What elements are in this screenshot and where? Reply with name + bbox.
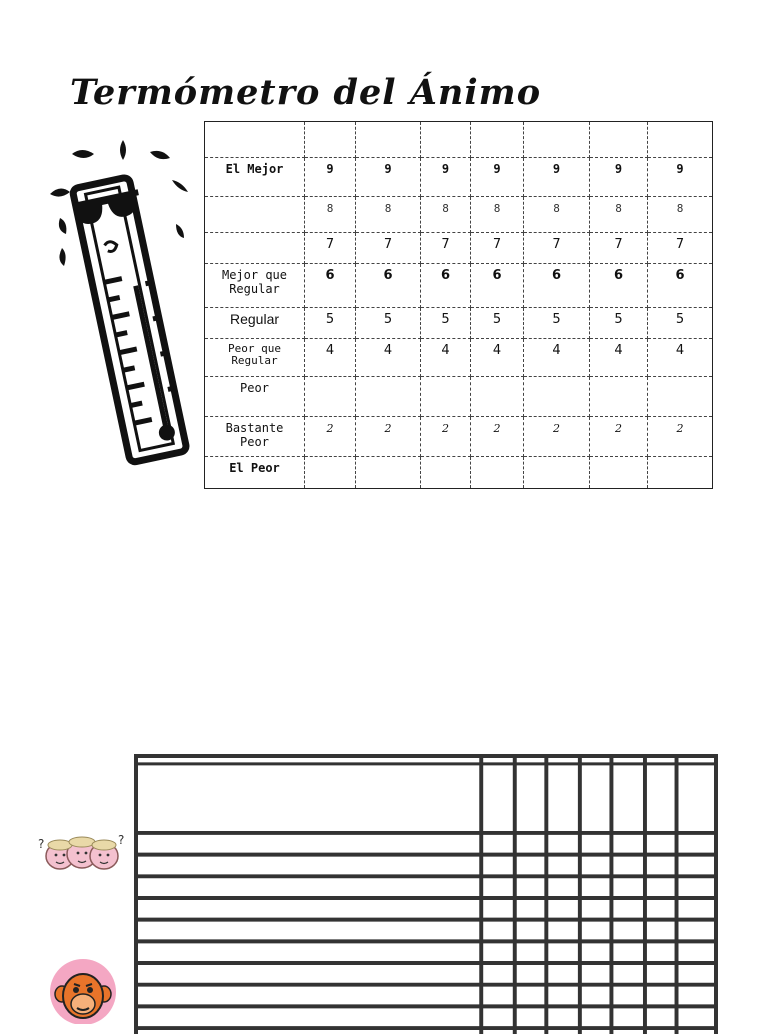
thermometer-sunglasses-icon (48, 136, 198, 466)
mood-row (205, 377, 713, 417)
mood-value-cell (471, 264, 524, 308)
mood-value-cell (305, 457, 356, 489)
mood-value-cell (590, 158, 648, 197)
mood-value-cell (471, 339, 524, 377)
mood-label: Peor que Regular (228, 342, 281, 367)
mood-label-cell (205, 233, 305, 264)
mood-value: 4 (552, 343, 561, 358)
mood-value: 2 (326, 422, 334, 435)
mood-value: 6 (325, 268, 335, 283)
mood-value-cell (305, 264, 356, 308)
mood-value: 5 (614, 312, 623, 327)
mood-table (204, 121, 713, 489)
mood-value-cell (648, 377, 713, 417)
mood-value: 4 (325, 343, 335, 358)
mood-row (205, 339, 713, 377)
mood-value-cell (524, 158, 590, 197)
mood-label: Peor (240, 381, 269, 395)
monkey-face-icon (48, 958, 118, 1024)
mood-value-cell (421, 158, 471, 197)
mood-value: 7 (614, 237, 623, 252)
mood-value-cell (305, 197, 356, 233)
confused-faces-icon (36, 830, 128, 880)
mood-label: Bastante Peor (225, 421, 284, 449)
mood-label-cell (205, 122, 305, 158)
mood-value: 8 (442, 202, 449, 215)
mood-value-cell (648, 197, 713, 233)
mood-label: El Mejor (225, 162, 284, 176)
mood-value-cell (524, 264, 590, 308)
mood-value: 2 (676, 422, 684, 435)
mood-value-cell (356, 417, 421, 457)
mood-value-cell (648, 122, 713, 158)
mood-value-cell (590, 264, 648, 308)
svg-text:?: ? (118, 833, 125, 847)
mood-value-cell (590, 457, 648, 489)
mood-value: 6 (551, 268, 562, 283)
mood-value-cell (590, 377, 648, 417)
mood-value-cell (305, 158, 356, 197)
mood-row (205, 417, 713, 457)
mood-value-cell (590, 339, 648, 377)
mood-label: Regular (229, 311, 280, 327)
mood-label-cell (205, 264, 305, 308)
mood-value-cell (421, 264, 471, 308)
mood-value: 5 (552, 312, 561, 327)
mood-value-cell (421, 339, 471, 377)
mood-value-cell (471, 122, 524, 158)
mood-value: 7 (441, 237, 450, 252)
svg-text:?: ? (38, 837, 45, 851)
mood-value: 8 (615, 202, 622, 215)
mood-label-cell (205, 308, 305, 339)
mood-value-cell (590, 308, 648, 339)
mood-value: 9 (614, 162, 623, 176)
mood-value: 9 (676, 162, 684, 176)
mood-value-cell (305, 377, 356, 417)
mood-value-cell (590, 233, 648, 264)
mood-value-cell (648, 417, 713, 457)
mood-value: 6 (492, 268, 502, 283)
mood-value: 9 (552, 162, 561, 176)
mood-value-cell (471, 377, 524, 417)
mood-value: 8 (326, 202, 334, 215)
mood-value-cell (524, 122, 590, 158)
mood-value-cell (356, 233, 421, 264)
mood-value: 6 (675, 268, 685, 283)
mood-value: 6 (613, 268, 624, 283)
mood-value: 2 (615, 422, 622, 435)
mood-value: 8 (384, 202, 392, 215)
mood-value-cell (356, 197, 421, 233)
mood-value: 9 (384, 162, 392, 176)
mood-value-cell (421, 122, 471, 158)
mood-value: 7 (552, 237, 561, 252)
mood-value: 2 (493, 422, 501, 435)
mood-value: 5 (383, 312, 393, 327)
mood-value: 5 (492, 312, 502, 327)
mood-value: 9 (441, 162, 450, 176)
mood-value-cell (305, 122, 356, 158)
mood-value-cell (305, 339, 356, 377)
mood-value-cell (356, 122, 421, 158)
mood-value: 7 (325, 237, 335, 252)
mood-value: 2 (384, 422, 392, 435)
mood-row (205, 457, 713, 489)
mood-value-cell (648, 264, 713, 308)
mood-label: El Peor (229, 461, 280, 475)
mood-value-cell (421, 457, 471, 489)
mood-value-cell (524, 377, 590, 417)
mood-value-cell (524, 457, 590, 489)
mood-row (205, 264, 713, 308)
mood-value-cell (356, 158, 421, 197)
mood-value-cell (305, 417, 356, 457)
mood-value-cell (471, 308, 524, 339)
mood-value: 8 (676, 202, 684, 215)
mood-label-cell (205, 339, 305, 377)
mood-value: 9 (326, 162, 334, 176)
mood-value: 8 (493, 202, 501, 215)
mood-value: 7 (492, 237, 502, 252)
mood-value-cell (590, 197, 648, 233)
mood-value: 9 (493, 162, 501, 176)
mood-value-cell (590, 417, 648, 457)
mood-value-cell (421, 308, 471, 339)
mood-value-cell (305, 233, 356, 264)
mood-label: Mejor que Regular (221, 268, 288, 296)
mood-value-cell (356, 308, 421, 339)
mood-value-cell (471, 197, 524, 233)
mood-value-cell (471, 158, 524, 197)
mood-value-cell (471, 233, 524, 264)
mood-value-cell (524, 308, 590, 339)
mood-value-cell (356, 339, 421, 377)
mood-row (205, 122, 713, 158)
mood-value-cell (356, 457, 421, 489)
mood-value-cell (471, 417, 524, 457)
mood-value-cell (356, 377, 421, 417)
mood-value: 4 (492, 343, 502, 358)
mood-value-cell (524, 233, 590, 264)
lower-grid (134, 754, 718, 1034)
mood-value-cell (524, 417, 590, 457)
mood-row (205, 197, 713, 233)
mood-value: 7 (383, 237, 393, 252)
mood-row (205, 233, 713, 264)
mood-value: 8 (553, 202, 560, 215)
mood-value-cell (648, 233, 713, 264)
mood-value-cell (356, 264, 421, 308)
mood-value-cell (524, 197, 590, 233)
mood-value-cell (305, 308, 356, 339)
mood-label-cell (205, 417, 305, 457)
mood-value: 5 (675, 312, 685, 327)
mood-value: 6 (383, 268, 393, 283)
mood-value-cell (471, 457, 524, 489)
mood-value-cell (421, 417, 471, 457)
mood-value: 4 (614, 343, 623, 358)
mood-value-cell (421, 197, 471, 233)
mood-value: 2 (553, 422, 560, 435)
mood-value-cell (648, 339, 713, 377)
mood-value-cell (648, 308, 713, 339)
mood-value: 4 (441, 343, 450, 358)
mood-value: 7 (675, 237, 685, 252)
mood-value: 2 (442, 422, 449, 435)
mood-label-cell (205, 377, 305, 417)
mood-label-cell (205, 457, 305, 489)
mood-value: 6 (440, 268, 451, 283)
mood-value: 4 (383, 343, 393, 358)
mood-label-cell (205, 197, 305, 233)
mood-row (205, 308, 713, 339)
mood-value: 4 (675, 343, 685, 358)
mood-value: 5 (325, 312, 335, 327)
page-title: Termómetro del Ánimo (70, 72, 542, 113)
mood-value-cell (524, 339, 590, 377)
mood-row (205, 158, 713, 197)
mood-value-cell (421, 233, 471, 264)
mood-value: 5 (441, 312, 450, 327)
mood-value-cell (590, 122, 648, 158)
mood-label-cell (205, 158, 305, 197)
mood-value-cell (421, 377, 471, 417)
mood-value-cell (648, 457, 713, 489)
mood-value-cell (648, 158, 713, 197)
